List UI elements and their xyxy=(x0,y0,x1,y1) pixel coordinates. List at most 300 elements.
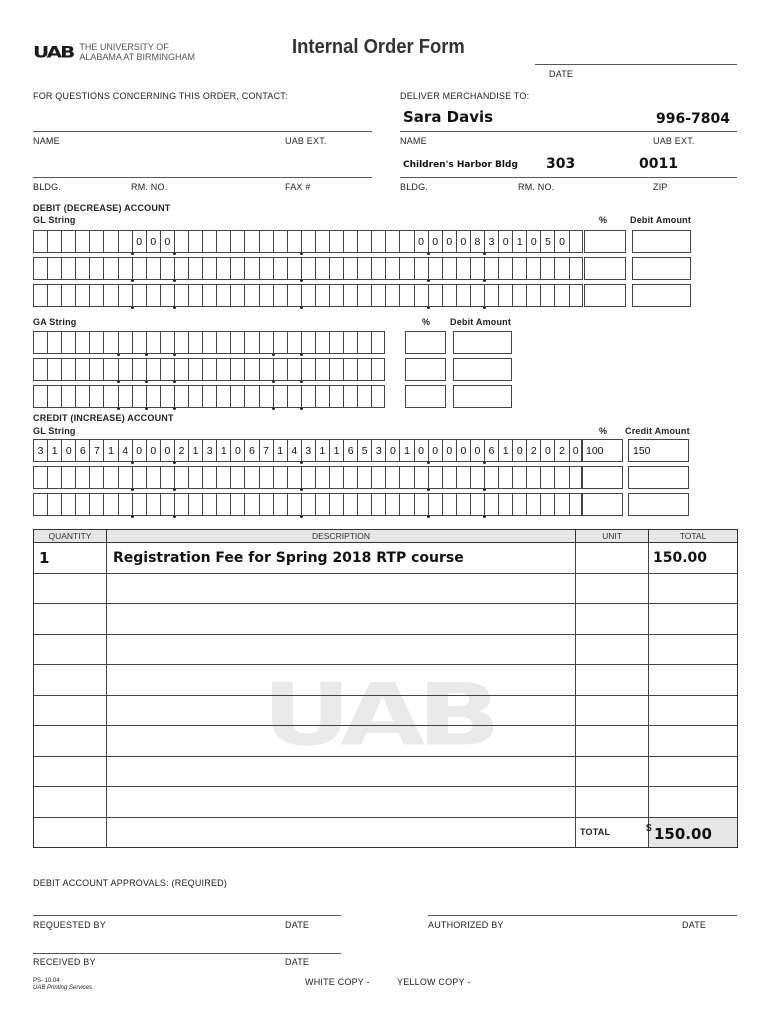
ga-pct-box-2[interactable] xyxy=(405,358,446,381)
ga-char-cell[interactable] xyxy=(118,331,132,354)
credit-gl-char-cell[interactable]: 1 xyxy=(329,439,343,462)
ga-char-cell[interactable] xyxy=(244,331,258,354)
credit-gl-char-cell[interactable]: 2 xyxy=(526,439,540,462)
debit-gl-char-cell[interactable] xyxy=(75,230,89,253)
total-cell[interactable] xyxy=(649,696,737,726)
ga-char-cell[interactable] xyxy=(216,331,230,354)
credit-gl-char-cell[interactable]: 0 xyxy=(160,439,174,462)
ga-char-cell[interactable] xyxy=(103,331,117,354)
debit-gl-char-cell[interactable] xyxy=(75,284,89,307)
ga-char-cell[interactable] xyxy=(146,358,160,381)
unit-cell[interactable] xyxy=(576,574,649,604)
debit-gl-char-cell[interactable] xyxy=(259,257,273,280)
debit-gl-char-cell[interactable] xyxy=(540,257,554,280)
debit-gl-char-cell[interactable] xyxy=(357,284,371,307)
credit-gl-char-cell[interactable] xyxy=(118,466,132,489)
debit-gl-char-cell[interactable] xyxy=(385,284,399,307)
description-cell[interactable] xyxy=(107,574,576,604)
ga-char-cell[interactable] xyxy=(160,331,174,354)
credit-gl-char-cell[interactable]: 0 xyxy=(540,439,554,462)
debit-gl-char-cell[interactable] xyxy=(569,230,583,253)
debit-gl-char-cell[interactable] xyxy=(89,257,103,280)
credit-gl-char-cell[interactable] xyxy=(230,466,244,489)
debit-gl-char-cell[interactable] xyxy=(554,257,568,280)
credit-gl-char-cell[interactable] xyxy=(456,466,470,489)
credit-gl-char-cell[interactable] xyxy=(428,493,442,516)
ga-char-cell[interactable] xyxy=(47,385,61,408)
debit-gl-char-cell[interactable] xyxy=(244,230,258,253)
ga-char-cell[interactable] xyxy=(343,358,357,381)
credit-gl-char-cell[interactable] xyxy=(287,493,301,516)
ga-char-cell[interactable] xyxy=(132,358,146,381)
credit-gl-char-cell[interactable] xyxy=(484,493,498,516)
credit-gl-char-cell[interactable] xyxy=(385,493,399,516)
credit-amount-box-1[interactable]: 150 xyxy=(628,439,689,462)
debit-gl-char-cell[interactable]: 1 xyxy=(512,230,526,253)
debit-gl-char-cell[interactable] xyxy=(498,257,512,280)
credit-gl-char-cell[interactable]: 4 xyxy=(118,439,132,462)
credit-gl-char-cell[interactable]: 1 xyxy=(188,439,202,462)
total-cell[interactable]: 150.00 xyxy=(653,550,708,566)
credit-gl-char-cell[interactable]: 3 xyxy=(301,439,315,462)
debit-gl-char-cell[interactable] xyxy=(103,230,117,253)
debit-gl-char-cell[interactable] xyxy=(287,257,301,280)
credit-gl-char-cell[interactable]: 2 xyxy=(554,439,568,462)
credit-gl-char-cell[interactable] xyxy=(470,493,484,516)
ga-char-cell[interactable] xyxy=(103,385,117,408)
debit-gl-char-cell[interactable] xyxy=(456,284,470,307)
credit-gl-char-cell[interactable]: 1 xyxy=(47,439,61,462)
debit-gl-char-cell[interactable] xyxy=(512,257,526,280)
deliver-bldg-value[interactable]: Children's Harbor Bldg xyxy=(403,160,518,170)
grand-total-cell[interactable] xyxy=(646,818,737,847)
debit-gl-char-cell[interactable]: 0 xyxy=(146,230,160,253)
credit-gl-char-cell[interactable] xyxy=(259,493,273,516)
ga-char-cell[interactable] xyxy=(33,358,47,381)
ga-char-cell[interactable] xyxy=(329,385,343,408)
ga-char-cell[interactable] xyxy=(132,385,146,408)
ga-char-cell[interactable] xyxy=(371,358,385,381)
credit-gl-char-cell[interactable]: 0 xyxy=(132,439,146,462)
credit-gl-char-cell[interactable] xyxy=(174,493,188,516)
ga-char-cell[interactable] xyxy=(216,385,230,408)
debit-gl-char-cell[interactable] xyxy=(371,257,385,280)
ga-char-cell[interactable] xyxy=(188,385,202,408)
debit-gl-char-cell[interactable] xyxy=(75,257,89,280)
debit-gl-char-cell[interactable]: 5 xyxy=(540,230,554,253)
ga-char-cell[interactable] xyxy=(329,331,343,354)
credit-gl-char-cell[interactable] xyxy=(399,493,413,516)
credit-gl-char-cell[interactable] xyxy=(61,466,75,489)
ga-char-cell[interactable] xyxy=(259,385,273,408)
debit-gl-char-cell[interactable] xyxy=(146,257,160,280)
unit-cell[interactable] xyxy=(576,635,649,665)
debit-gl-char-cell[interactable] xyxy=(202,284,216,307)
debit-gl-char-cell[interactable] xyxy=(61,230,75,253)
quantity-cell[interactable]: 1 xyxy=(34,543,107,573)
credit-gl-char-cell[interactable]: 3 xyxy=(371,439,385,462)
ga-char-cell[interactable] xyxy=(202,331,216,354)
quantity-cell[interactable] xyxy=(34,604,107,634)
debit-gl-char-cell[interactable] xyxy=(202,257,216,280)
debit-gl-char-cell[interactable] xyxy=(160,257,174,280)
deliver-rm-value[interactable]: 303 xyxy=(546,156,576,172)
credit-gl-char-cell[interactable] xyxy=(512,493,526,516)
ga-char-cell[interactable] xyxy=(132,331,146,354)
ga-char-cell[interactable] xyxy=(287,331,301,354)
ga-char-cell[interactable] xyxy=(188,358,202,381)
debit-gl-char-cell[interactable] xyxy=(399,230,413,253)
credit-gl-char-cell[interactable] xyxy=(371,493,385,516)
quantity-cell[interactable] xyxy=(34,665,107,695)
unit-cell[interactable] xyxy=(576,787,649,817)
debit-gl-char-cell[interactable] xyxy=(273,230,287,253)
ga-pct-box-3[interactable] xyxy=(405,385,446,408)
credit-gl-char-cell[interactable] xyxy=(160,466,174,489)
debit-gl-char-cell[interactable] xyxy=(132,284,146,307)
description-cell[interactable] xyxy=(107,696,576,726)
debit-gl-char-cell[interactable] xyxy=(188,230,202,253)
credit-gl-char-cell[interactable] xyxy=(526,466,540,489)
credit-gl-char-cell[interactable] xyxy=(428,466,442,489)
debit-gl-char-cell[interactable] xyxy=(371,230,385,253)
date-line[interactable] xyxy=(535,64,737,65)
contact-bldg-line[interactable] xyxy=(33,177,372,178)
credit-gl-char-cell[interactable] xyxy=(498,493,512,516)
ga-char-cell[interactable] xyxy=(89,331,103,354)
ga-char-cell[interactable] xyxy=(216,358,230,381)
credit-gl-char-cell[interactable] xyxy=(244,466,258,489)
credit-gl-char-cell[interactable] xyxy=(216,493,230,516)
debit-gl-char-cell[interactable] xyxy=(33,230,47,253)
debit-gl-char-cell[interactable] xyxy=(357,230,371,253)
debit-gl-char-cell[interactable]: 3 xyxy=(484,230,498,253)
credit-gl-char-cell[interactable] xyxy=(188,493,202,516)
debit-gl-char-cell[interactable] xyxy=(442,284,456,307)
description-cell[interactable] xyxy=(107,665,576,695)
ga-char-cell[interactable] xyxy=(75,358,89,381)
debit-gl-char-cell[interactable] xyxy=(47,230,61,253)
description-cell[interactable] xyxy=(107,604,576,634)
ga-char-cell[interactable] xyxy=(357,331,371,354)
ga-char-cell[interactable] xyxy=(273,385,287,408)
quantity-cell[interactable] xyxy=(34,574,107,604)
ga-char-cell[interactable] xyxy=(188,331,202,354)
ga-char-cell[interactable] xyxy=(301,358,315,381)
debit-gl-char-cell[interactable] xyxy=(414,284,428,307)
ga-char-cell[interactable] xyxy=(75,331,89,354)
debit-gl-char-cell[interactable] xyxy=(160,284,174,307)
ga-char-cell[interactable] xyxy=(174,358,188,381)
credit-gl-char-cell[interactable] xyxy=(287,466,301,489)
credit-gl-char-cell[interactable] xyxy=(470,466,484,489)
credit-gl-char-cell[interactable] xyxy=(343,466,357,489)
ga-char-cell[interactable] xyxy=(202,385,216,408)
debit-gl-char-cell[interactable] xyxy=(230,230,244,253)
debit-gl-char-cell[interactable] xyxy=(216,284,230,307)
credit-gl-char-cell[interactable]: 2 xyxy=(174,439,188,462)
quantity-cell[interactable] xyxy=(34,787,107,817)
ga-amount-box-3[interactable] xyxy=(453,385,512,408)
ga-char-cell[interactable] xyxy=(357,385,371,408)
debit-gl-char-cell[interactable] xyxy=(259,284,273,307)
credit-amount-box-2[interactable] xyxy=(628,466,689,489)
ga-char-cell[interactable] xyxy=(273,331,287,354)
credit-gl-char-cell[interactable]: 1 xyxy=(498,439,512,462)
credit-pct-box-3[interactable] xyxy=(581,493,623,516)
debit-gl-char-cell[interactable] xyxy=(61,284,75,307)
credit-gl-char-cell[interactable] xyxy=(273,493,287,516)
deliver-ext-value[interactable]: 996-7804 xyxy=(656,111,730,127)
credit-gl-char-cell[interactable]: 1 xyxy=(273,439,287,462)
ga-char-cell[interactable] xyxy=(146,331,160,354)
credit-gl-char-cell[interactable] xyxy=(315,466,329,489)
credit-gl-char-cell[interactable] xyxy=(132,493,146,516)
credit-gl-char-cell[interactable]: 0 xyxy=(230,439,244,462)
ga-char-cell[interactable] xyxy=(230,358,244,381)
credit-gl-char-cell[interactable] xyxy=(33,466,47,489)
debit-gl-char-cell[interactable] xyxy=(554,284,568,307)
credit-gl-char-cell[interactable] xyxy=(484,466,498,489)
credit-gl-char-cell[interactable]: 6 xyxy=(244,439,258,462)
debit-pct-box-2[interactable] xyxy=(584,257,626,280)
ga-char-cell[interactable] xyxy=(61,385,75,408)
ga-char-cell[interactable] xyxy=(315,358,329,381)
ga-char-cell[interactable] xyxy=(329,358,343,381)
credit-gl-char-cell[interactable] xyxy=(259,466,273,489)
description-cell[interactable] xyxy=(107,635,576,665)
debit-gl-char-cell[interactable] xyxy=(399,284,413,307)
credit-gl-char-cell[interactable]: 3 xyxy=(202,439,216,462)
ga-char-cell[interactable] xyxy=(287,385,301,408)
credit-gl-char-cell[interactable] xyxy=(89,493,103,516)
debit-gl-char-cell[interactable] xyxy=(385,230,399,253)
debit-gl-char-cell[interactable] xyxy=(569,284,583,307)
quantity-cell[interactable] xyxy=(34,726,107,756)
debit-gl-char-cell[interactable] xyxy=(273,257,287,280)
debit-gl-char-cell[interactable] xyxy=(428,284,442,307)
debit-amount-box-2[interactable] xyxy=(632,257,691,280)
debit-gl-char-cell[interactable] xyxy=(329,230,343,253)
debit-gl-char-cell[interactable] xyxy=(315,257,329,280)
credit-gl-char-cell[interactable] xyxy=(498,466,512,489)
debit-gl-char-cell[interactable] xyxy=(174,257,188,280)
debit-gl-char-cell[interactable] xyxy=(526,257,540,280)
credit-gl-char-cell[interactable] xyxy=(89,466,103,489)
debit-gl-char-cell[interactable] xyxy=(484,284,498,307)
credit-gl-char-cell[interactable] xyxy=(244,493,258,516)
credit-gl-char-cell[interactable]: 7 xyxy=(89,439,103,462)
deliver-zip-value[interactable]: 0011 xyxy=(639,156,678,172)
ga-char-cell[interactable] xyxy=(61,358,75,381)
ga-char-cell[interactable] xyxy=(371,331,385,354)
debit-gl-char-cell[interactable] xyxy=(343,284,357,307)
credit-gl-char-cell[interactable]: 0 xyxy=(428,439,442,462)
debit-amount-box-3[interactable] xyxy=(632,284,691,307)
debit-gl-char-cell[interactable] xyxy=(146,284,160,307)
credit-gl-char-cell[interactable]: 1 xyxy=(315,439,329,462)
credit-gl-char-cell[interactable] xyxy=(301,493,315,516)
total-cell[interactable] xyxy=(649,635,737,665)
credit-gl-char-cell[interactable] xyxy=(442,493,456,516)
debit-gl-char-cell[interactable] xyxy=(33,284,47,307)
ga-char-cell[interactable] xyxy=(301,385,315,408)
ga-char-cell[interactable] xyxy=(287,358,301,381)
debit-gl-char-cell[interactable] xyxy=(188,284,202,307)
debit-gl-char-cell[interactable] xyxy=(174,230,188,253)
credit-amount-box-3[interactable] xyxy=(628,493,689,516)
credit-gl-char-cell[interactable] xyxy=(75,493,89,516)
debit-pct-box-1[interactable] xyxy=(584,230,626,253)
unit-cell[interactable] xyxy=(576,543,649,573)
debit-gl-char-cell[interactable] xyxy=(216,230,230,253)
credit-gl-char-cell[interactable] xyxy=(512,466,526,489)
total-cell[interactable] xyxy=(649,757,737,787)
credit-gl-char-cell[interactable]: 1 xyxy=(216,439,230,462)
debit-gl-char-cell[interactable]: 0 xyxy=(498,230,512,253)
debit-gl-char-cell[interactable] xyxy=(118,284,132,307)
credit-gl-char-cell[interactable] xyxy=(216,466,230,489)
ga-char-cell[interactable] xyxy=(75,385,89,408)
credit-gl-char-cell[interactable] xyxy=(540,466,554,489)
ga-char-cell[interactable] xyxy=(118,358,132,381)
credit-gl-char-cell[interactable] xyxy=(399,466,413,489)
quantity-cell[interactable] xyxy=(34,696,107,726)
debit-gl-char-cell[interactable] xyxy=(132,257,146,280)
ga-char-cell[interactable] xyxy=(230,385,244,408)
credit-gl-char-cell[interactable] xyxy=(540,493,554,516)
credit-gl-char-cell[interactable] xyxy=(47,493,61,516)
unit-cell[interactable] xyxy=(576,665,649,695)
credit-gl-char-cell[interactable] xyxy=(75,466,89,489)
debit-gl-char-cell[interactable] xyxy=(470,284,484,307)
ga-char-cell[interactable] xyxy=(89,358,103,381)
ga-char-cell[interactable] xyxy=(343,385,357,408)
debit-gl-char-cell[interactable] xyxy=(61,257,75,280)
credit-gl-char-cell[interactable] xyxy=(160,493,174,516)
ga-char-cell[interactable] xyxy=(244,358,258,381)
credit-gl-char-cell[interactable] xyxy=(357,466,371,489)
credit-gl-char-cell[interactable] xyxy=(47,466,61,489)
credit-pct-box-2[interactable] xyxy=(581,466,623,489)
credit-gl-char-cell[interactable]: 1 xyxy=(399,439,413,462)
unit-cell[interactable] xyxy=(576,757,649,787)
credit-gl-char-cell[interactable] xyxy=(118,493,132,516)
debit-gl-char-cell[interactable] xyxy=(230,257,244,280)
ga-char-cell[interactable] xyxy=(357,358,371,381)
ga-char-cell[interactable] xyxy=(118,385,132,408)
debit-gl-char-cell[interactable] xyxy=(244,257,258,280)
ga-char-cell[interactable] xyxy=(202,358,216,381)
debit-gl-char-cell[interactable] xyxy=(118,230,132,253)
ga-char-cell[interactable] xyxy=(174,331,188,354)
ga-char-cell[interactable] xyxy=(301,331,315,354)
credit-gl-char-cell[interactable]: 7 xyxy=(259,439,273,462)
ga-char-cell[interactable] xyxy=(244,385,258,408)
debit-gl-char-cell[interactable] xyxy=(216,257,230,280)
credit-gl-char-cell[interactable] xyxy=(103,493,117,516)
debit-gl-char-cell[interactable] xyxy=(301,284,315,307)
debit-gl-char-cell[interactable] xyxy=(498,284,512,307)
credit-pct-box-1[interactable]: 100 xyxy=(581,439,623,462)
credit-gl-char-cell[interactable] xyxy=(33,493,47,516)
credit-gl-char-cell[interactable]: 0 xyxy=(456,439,470,462)
ga-amount-box-1[interactable] xyxy=(453,331,512,354)
credit-gl-char-cell[interactable] xyxy=(554,493,568,516)
ga-char-cell[interactable] xyxy=(273,358,287,381)
unit-cell[interactable] xyxy=(576,726,649,756)
debit-gl-char-cell[interactable] xyxy=(343,257,357,280)
credit-gl-char-cell[interactable] xyxy=(442,466,456,489)
debit-gl-char-cell[interactable] xyxy=(343,230,357,253)
credit-gl-char-cell[interactable] xyxy=(414,493,428,516)
credit-gl-char-cell[interactable] xyxy=(174,466,188,489)
description-cell[interactable] xyxy=(107,757,576,787)
debit-gl-char-cell[interactable]: 0 xyxy=(132,230,146,253)
ga-char-cell[interactable] xyxy=(315,331,329,354)
debit-gl-char-cell[interactable] xyxy=(484,257,498,280)
debit-gl-char-cell[interactable] xyxy=(526,284,540,307)
ga-char-cell[interactable] xyxy=(259,358,273,381)
credit-gl-char-cell[interactable] xyxy=(301,466,315,489)
debit-gl-char-cell[interactable] xyxy=(470,257,484,280)
debit-gl-char-cell[interactable] xyxy=(89,284,103,307)
received-by-line[interactable] xyxy=(33,953,341,954)
debit-gl-char-cell[interactable] xyxy=(357,257,371,280)
credit-gl-char-cell[interactable] xyxy=(371,466,385,489)
debit-gl-char-cell[interactable]: 0 xyxy=(442,230,456,253)
credit-gl-char-cell[interactable] xyxy=(103,466,117,489)
credit-gl-char-cell[interactable]: 0 xyxy=(470,439,484,462)
quantity-cell[interactable] xyxy=(34,818,107,847)
credit-gl-char-cell[interactable] xyxy=(202,493,216,516)
total-cell[interactable] xyxy=(649,787,737,817)
debit-pct-box-3[interactable] xyxy=(584,284,626,307)
debit-gl-char-cell[interactable] xyxy=(259,230,273,253)
debit-gl-char-cell[interactable] xyxy=(89,230,103,253)
credit-gl-char-cell[interactable] xyxy=(554,466,568,489)
ga-pct-box-1[interactable] xyxy=(405,331,446,354)
credit-gl-char-cell[interactable] xyxy=(188,466,202,489)
ga-char-cell[interactable] xyxy=(47,358,61,381)
credit-gl-char-cell[interactable] xyxy=(456,493,470,516)
credit-gl-char-cell[interactable] xyxy=(202,466,216,489)
debit-gl-char-cell[interactable] xyxy=(301,257,315,280)
ga-char-cell[interactable] xyxy=(160,385,174,408)
ga-char-cell[interactable] xyxy=(89,385,103,408)
credit-gl-char-cell[interactable] xyxy=(329,466,343,489)
ga-char-cell[interactable] xyxy=(160,358,174,381)
debit-gl-char-cell[interactable] xyxy=(385,257,399,280)
total-cell[interactable] xyxy=(649,604,737,634)
debit-gl-char-cell[interactable]: 0 xyxy=(554,230,568,253)
credit-gl-char-cell[interactable] xyxy=(61,493,75,516)
credit-gl-char-cell[interactable] xyxy=(273,466,287,489)
debit-gl-char-cell[interactable] xyxy=(512,284,526,307)
ga-char-cell[interactable] xyxy=(146,385,160,408)
ga-char-cell[interactable] xyxy=(103,358,117,381)
debit-gl-char-cell[interactable] xyxy=(569,257,583,280)
credit-gl-char-cell[interactable]: 6 xyxy=(484,439,498,462)
debit-gl-char-cell[interactable] xyxy=(33,257,47,280)
credit-gl-char-cell[interactable] xyxy=(357,493,371,516)
debit-gl-char-cell[interactable] xyxy=(428,257,442,280)
debit-gl-char-cell[interactable] xyxy=(315,230,329,253)
total-cell[interactable] xyxy=(649,726,737,756)
ga-char-cell[interactable] xyxy=(230,331,244,354)
credit-gl-char-cell[interactable] xyxy=(315,493,329,516)
credit-gl-char-cell[interactable]: 0 xyxy=(512,439,526,462)
